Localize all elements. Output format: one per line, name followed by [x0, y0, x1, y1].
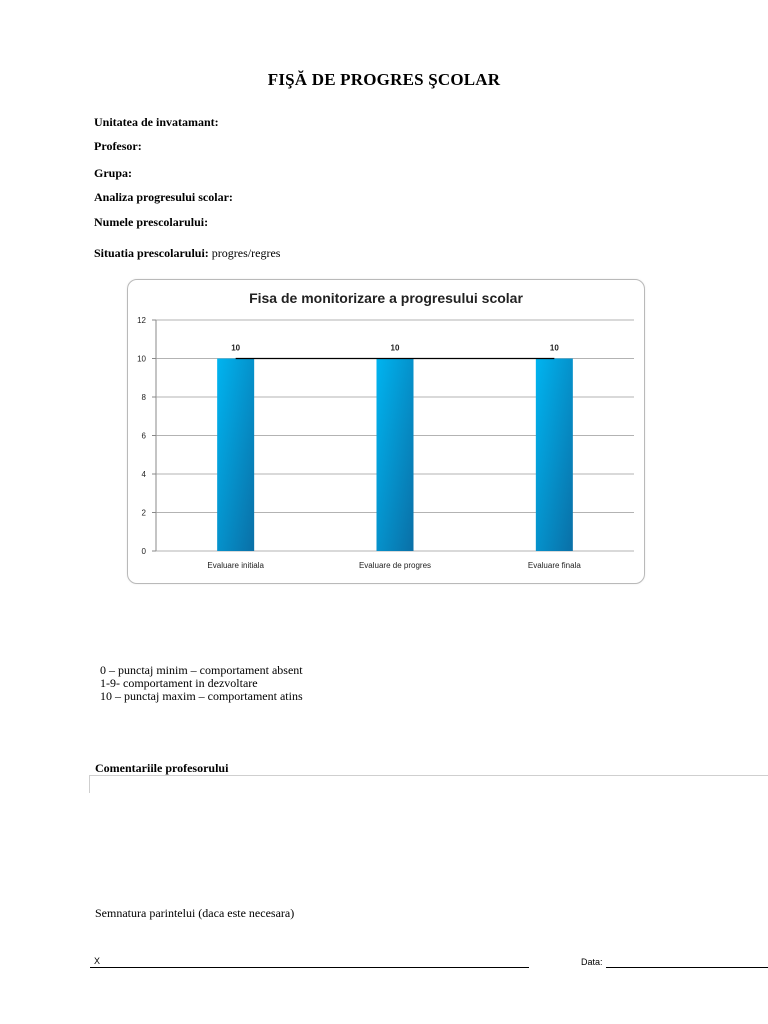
data-label: 10: [231, 343, 241, 353]
chart-svg: [128, 280, 644, 583]
data-label: 10: [390, 343, 400, 353]
date-line[interactable]: [606, 967, 768, 968]
chart-title: Fisa de monitorizare a progresului scolar: [249, 290, 523, 306]
bar: [217, 359, 254, 552]
signature-x: X: [94, 956, 101, 966]
comments-field[interactable]: [89, 775, 768, 793]
field-label: Unitatea de invatamant:: [94, 115, 219, 129]
field-nume: [94, 215, 208, 230]
x-tick-label: Evaluare initiala: [207, 561, 264, 570]
legend-line-max: 10 – punctaj maxim – comportament atins: [100, 689, 303, 703]
chart-bars: [217, 359, 573, 552]
bar: [536, 359, 573, 552]
progress-chart: [127, 279, 645, 584]
x-tick-label: Evaluare de progres: [358, 561, 432, 570]
signature-line[interactable]: [90, 967, 529, 968]
y-tick-label: 12: [137, 316, 146, 325]
y-tick-label: 4: [141, 470, 146, 479]
field-label: Situatia prescolarului:: [94, 246, 209, 260]
x-tick-label: Evaluare finala: [527, 561, 581, 570]
comments-label: Comentariile profesorului: [95, 761, 229, 775]
field-label: Profesor:: [94, 139, 142, 153]
y-tick-label: 10: [137, 354, 146, 364]
page-title: FIŞĂ DE PROGRES ŞCOLAR: [267, 70, 501, 89]
y-tick-label: 2: [141, 508, 146, 518]
y-tick-label: 8: [141, 393, 146, 402]
field-grupa: [94, 166, 132, 181]
field-situatia: [94, 246, 280, 261]
y-tick-label: 6: [141, 431, 146, 441]
field-label: Numele prescolarului:: [94, 215, 209, 229]
field-analiza: [94, 190, 233, 205]
data-label: 10: [549, 343, 559, 353]
field-unitate: [94, 115, 219, 130]
field-label: Grupa:: [94, 166, 133, 180]
field-value: progres/regres: [211, 246, 281, 260]
legend-line-min: 0 – punctaj minim – comportament absent: [100, 663, 303, 677]
date-label: Data:: [581, 957, 603, 967]
legend-line-mid: 1-9- comportament in dezvoltare: [100, 676, 258, 690]
field-profesor: [94, 139, 142, 154]
signature-label: Semnatura parintelui (daca este necesara): [95, 906, 295, 920]
field-label: Analiza progresului scolar:: [94, 190, 233, 204]
bar: [377, 359, 414, 552]
y-tick-label: 0: [141, 547, 146, 556]
